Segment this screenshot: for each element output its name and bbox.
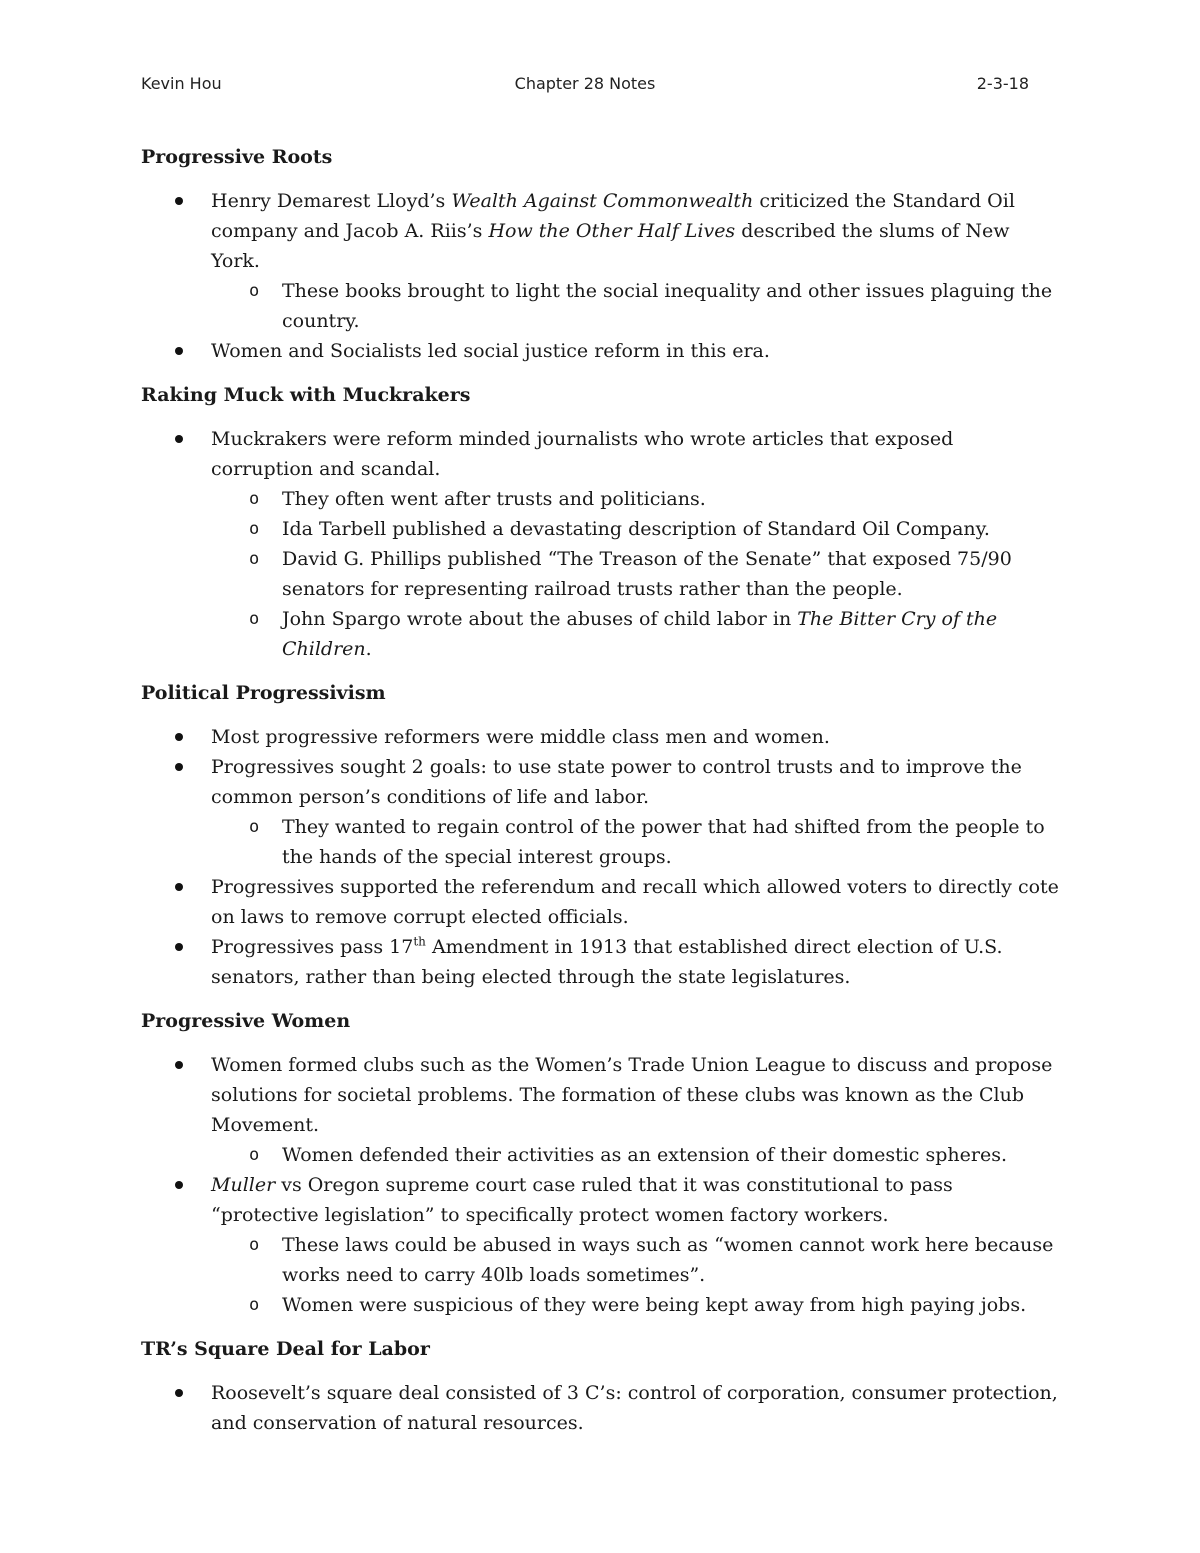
section-political-progressivism [141, 678, 1061, 992]
sub-list-item: o These books brought to light the social inequality and other issues plaguing the country. [141, 276, 1061, 336]
sub-list-item: o These laws could be abused in ways such as “women cannot work here because works need to carry 40lb loads sometimes”. [141, 1230, 1061, 1290]
sub-list [141, 276, 1061, 336]
book-title: Wealth Against Commonwealth [451, 190, 754, 212]
sub-list [141, 1140, 1061, 1170]
case-name: Muller [211, 1174, 276, 1196]
text-span: Women formed clubs such as the Women’s Trade Union League to discuss and propose solutions for societal problems. The formation of these clubs was known as the Club Movement. [211, 1054, 1053, 1136]
sub-list-item: o They wanted to regain control of the power that had shifted from the people to the hands of the special interest groups. [141, 812, 1061, 872]
section-square-deal [141, 1334, 1061, 1438]
list-item [141, 424, 1061, 664]
section-heading: Progressive Roots [141, 146, 333, 168]
sub-list-item: o David G. Phillips published “The Treason of the Senate” that exposed 75/90 senators for representing railroad trusts rather than the people. [141, 544, 1061, 604]
text-span: criticized the Standard Oil company and Jacob A. Riis’s [211, 190, 1015, 242]
section-heading: Political Progressivism [141, 682, 386, 704]
list-item [141, 932, 1061, 992]
sub-list [141, 812, 1061, 872]
list-item: Women and Socialists led social justice reform in this era. [141, 336, 1061, 366]
header-date: 2-3-18 [976, 74, 1029, 93]
list-item [141, 1050, 1061, 1170]
list-item [141, 1170, 1061, 1320]
book-title: The Bitter Cry of the Children [282, 608, 998, 660]
bullet-list [141, 1050, 1061, 1320]
text-span: Muckrakers were reform minded journalists who wrote articles that exposed corruption and scandal. [211, 428, 954, 480]
text-span: Progressives pass 17 [211, 936, 414, 958]
text-span: described the slums of New York. [211, 220, 1010, 272]
bullet-list [141, 424, 1061, 664]
list-item: Progressives supported the referendum and recall which allowed voters to directly cote on laws to remove corrupt elected officials. [141, 872, 1061, 932]
sub-list-item: o They often went after trusts and politicians. [141, 484, 1061, 514]
list-item [141, 186, 1061, 336]
sub-list [141, 1230, 1061, 1320]
superscript: th [413, 934, 426, 949]
list-item: Most progressive reformers were middle class men and women. [141, 722, 1061, 752]
text-span: Amendment in 1913 that established direct election of U.S. senators, rather than being elected through the state legislatures. [211, 936, 1003, 988]
section-progressive-roots [141, 142, 1061, 366]
header-title: Chapter 28 Notes [514, 74, 656, 93]
book-title: How the Other Half Lives [488, 220, 736, 242]
sub-list-item: o Ida Tarbell published a devastating description of Standard Oil Company. [141, 514, 1061, 544]
list-item: Roosevelt’s square deal consisted of 3 C’s: control of corporation, consumer protection, and conservation of natural resources. [141, 1378, 1061, 1438]
section-muckrakers [141, 380, 1061, 664]
sub-list-item: o Women were suspicious of they were being kept away from high paying jobs. [141, 1290, 1061, 1320]
section-heading: Progressive Women [141, 1010, 351, 1032]
sub-list-item: o Women defended their activities as an extension of their domestic spheres. [141, 1140, 1061, 1170]
text-span: John Spargo wrote about the abuses of child labor in [282, 608, 798, 630]
sub-list [141, 484, 1061, 664]
text-span: . [365, 638, 372, 660]
sub-list-item [141, 604, 1061, 664]
header-author: Kevin Hou [141, 74, 222, 93]
page-header [141, 74, 1029, 98]
section-heading: TR’s Square Deal for Labor [141, 1338, 430, 1360]
bullet-list [141, 1378, 1061, 1438]
list-item [141, 752, 1061, 872]
section-heading: Raking Muck with Muckrakers [141, 384, 471, 406]
section-progressive-women [141, 1006, 1061, 1320]
bullet-list [141, 722, 1061, 992]
text-span: vs Oregon supreme court case ruled that it was constitutional to pass “protective legislation” to specifically protect women factory workers. [211, 1174, 953, 1226]
text-span: Henry Demarest Lloyd’s [211, 190, 452, 212]
document-body [141, 142, 1061, 1452]
text-span: Progressives sought 2 goals: to use state power to control trusts and to improve the common person’s conditions of life and labor. [211, 756, 1022, 808]
bullet-list [141, 186, 1061, 366]
